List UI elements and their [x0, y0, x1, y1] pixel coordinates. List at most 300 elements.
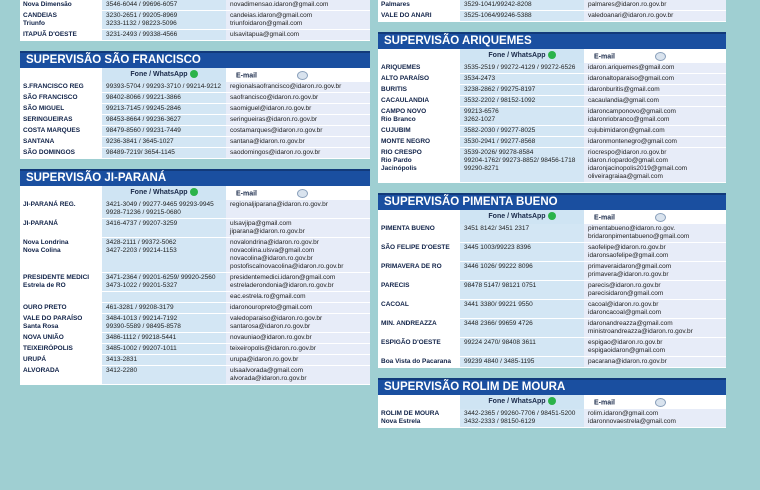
email-line: ministroandreazza@idaron.ro.gov.br [588, 328, 693, 335]
office-name-line: CACAULANDIA [381, 97, 430, 104]
email-line: idaron.ariquemes@gmail.com [588, 64, 675, 71]
column-headers [378, 49, 726, 63]
office-name-line [381, 233, 460, 241]
office-name [20, 11, 102, 29]
office-phone [102, 137, 226, 147]
phone-line [106, 375, 226, 383]
office-phone [460, 319, 584, 337]
email-icon [655, 52, 666, 61]
email-line: primavera@idaron.ro.gov.br [588, 271, 669, 278]
email-line: novauniao@idaron.ro.gov.br [230, 334, 312, 341]
phone-line: 99213-6576 [464, 108, 499, 115]
office-phone [460, 137, 584, 147]
supervision-section [20, 169, 370, 385]
office-email [584, 409, 726, 427]
office-phone [102, 200, 226, 218]
office-name-line: RIO CRESPO [381, 149, 422, 156]
phone-line [464, 290, 584, 298]
whatsapp-icon [190, 70, 198, 78]
table-row [20, 200, 370, 219]
office-email [584, 319, 726, 337]
whatsapp-icon [548, 212, 556, 220]
top-rows [20, 0, 370, 41]
office-name-line: BURITIS [381, 86, 407, 93]
section-title: SUPERVISÃO JI-PARANÁ [20, 169, 370, 186]
phone-line: 9928-71236 / 99215-0680 [106, 209, 181, 216]
office-name-line: Rio Pardo [381, 157, 412, 164]
email-line: estreladerondonia@idaron.ro.gov.br [230, 282, 334, 289]
table-row [20, 333, 370, 344]
email-line: saofrancisco@idaron.ro.gov.br [230, 94, 319, 101]
office-name-line: Triunfo [23, 20, 46, 27]
office-name [378, 96, 460, 106]
table-row [378, 74, 726, 85]
email-line: ulsaalvorada@gmail.com [230, 367, 304, 374]
supervision-section [378, 193, 726, 368]
office-name-line: NOVA UNIÃO [23, 334, 64, 341]
phone-line [464, 252, 584, 260]
phone-header-label: Fone / WhatsApp [130, 71, 188, 78]
office-name-line: PRESIDENTE MEDICI [23, 274, 90, 281]
table-row [20, 126, 370, 137]
phone-header-label: Fone / WhatsApp [488, 52, 546, 59]
email-line: idaronouropreto@gmail.com [230, 304, 313, 311]
office-phone [460, 262, 584, 280]
office-email [226, 333, 370, 343]
table-row [20, 366, 370, 385]
section-title: SUPERVISÃO PIMENTA BUENO [378, 193, 726, 210]
column-headers [378, 395, 726, 409]
table-row [20, 30, 370, 41]
office-name-line: Palmares [381, 1, 410, 8]
email-line [230, 209, 370, 217]
office-phone [460, 11, 584, 21]
email-line: valedoparaiso@idaron.ro.gov.br [230, 315, 323, 322]
office-email [584, 243, 726, 261]
office-name [20, 333, 102, 343]
email-line: idaronmontenegro@gmail.com [588, 138, 677, 145]
office-phone [102, 314, 226, 332]
office-email [584, 137, 726, 147]
column-headers [378, 210, 726, 224]
office-phone [102, 104, 226, 114]
email-line: parecisidaron@gmail.com [588, 290, 664, 297]
office-name [20, 355, 102, 365]
section-title: SUPERVISÃO ROLIM DE MOURA [378, 378, 726, 395]
phone-line: 461-3281 / 99208-3179 [106, 304, 174, 311]
phone-line: 3448 2366/ 99659 4726 [464, 320, 533, 327]
section-title: SUPERVISÃO SÃO FRANCISCO [20, 51, 370, 68]
office-name [378, 63, 460, 73]
office-name-line: Jacinópolis [381, 165, 417, 172]
office-email [226, 11, 370, 29]
office-name-line [381, 309, 460, 317]
email-line: postofiscalnovacolina@idaron.ro.gov.br [230, 263, 344, 270]
office-name-line: Nova Estrela [381, 418, 421, 425]
phone-line: 3535-2519 / 99272-4129 / 99272-6526 [464, 64, 576, 71]
office-name-line: Nova Dimensão [23, 1, 72, 8]
office-phone [460, 107, 584, 125]
email-line: idaronburitis@gmail.com [588, 86, 660, 93]
phone-line: 3432-2333 / 98150-6129 [464, 418, 536, 425]
supervision-section [20, 51, 370, 159]
phone-line [464, 271, 584, 279]
phone-line: 3446 1026/ 99222 8096 [464, 263, 533, 270]
phone-line: 98453-8664 / 99236-3627 [106, 116, 181, 123]
supervision-section [378, 32, 726, 183]
email-line: pacarana@idaron.ro.gov.br [588, 358, 667, 365]
office-phone [102, 292, 226, 302]
phone-line: 98478 5147/ 98121 0751 [464, 282, 537, 289]
email-line: regionalsaofrancisco@idaron.ro.gov.br [230, 83, 342, 90]
phone-line: 3421-3049 / 99277-9465 99293-9945 [106, 201, 214, 208]
office-phone [102, 30, 226, 40]
email-header-label: E-mail [594, 213, 616, 221]
phone-line: 3473-1022 / 99201-5327 [106, 282, 178, 289]
office-name [20, 30, 102, 40]
phone-line: 99290-8271 [464, 165, 499, 172]
office-email [584, 126, 726, 136]
office-name [20, 93, 102, 103]
phone-header-label: Fone / WhatsApp [488, 398, 546, 405]
office-email [226, 0, 370, 10]
phone-line: 99213-7145 / 99245-2846 [106, 105, 181, 112]
office-name-line [23, 263, 102, 271]
office-phone [460, 148, 584, 182]
office-email [226, 104, 370, 114]
supervision-section [378, 378, 726, 428]
phone-line [464, 309, 584, 317]
email-line: espigao@idaron.ro.gov.br [588, 339, 663, 346]
email-line: primaveraidaron@gmail.com [588, 263, 672, 270]
office-name-line: ESPIGÃO D'OESTE [381, 339, 441, 346]
section-gap [378, 22, 726, 32]
email-header-label: E-mail [594, 52, 616, 60]
office-email [584, 107, 726, 125]
table-row [378, 11, 726, 22]
office-name-line: SERINGUEIRAS [23, 116, 73, 123]
table-row [378, 0, 726, 11]
office-name [378, 224, 460, 242]
phone-line: 3485-1002 / 99207-1011 [106, 345, 177, 352]
table-row [378, 319, 726, 338]
table-row [378, 85, 726, 96]
table-row [20, 104, 370, 115]
table-row [20, 148, 370, 159]
office-phone [102, 219, 226, 237]
table-row [20, 0, 370, 11]
office-name-line: SÃO FRANCISCO [23, 94, 78, 101]
office-name-line: SÃO DOMINGOS [23, 149, 76, 156]
office-name [378, 300, 460, 318]
email-line: candeias.idaron@gmail.com [230, 12, 313, 19]
office-email [584, 96, 726, 106]
email-line: cujubimidaron@gmail.com [588, 127, 665, 134]
email-line: palmares@idaron.ro.gov.br [588, 1, 667, 8]
email-line: presidentemedici.idaron@gmail.com [230, 274, 336, 281]
table-row [20, 355, 370, 366]
office-email [584, 11, 726, 21]
phone-line [106, 263, 226, 271]
table-row [20, 273, 370, 292]
office-email [226, 303, 370, 313]
office-name [378, 74, 460, 84]
office-name-line: Estrela de RO [23, 282, 66, 289]
office-name [378, 357, 460, 367]
email-line: parecis@idaron.ro.gov.br [588, 282, 661, 289]
table-row [378, 107, 726, 126]
table-row [378, 300, 726, 319]
whatsapp-icon [548, 397, 556, 405]
top-rows [378, 0, 726, 22]
table-row [378, 126, 726, 137]
office-phone [102, 238, 226, 272]
office-name-line [381, 173, 460, 181]
table-row [378, 281, 726, 300]
office-phone [102, 0, 226, 10]
office-phone [460, 243, 584, 261]
phone-header-label: Fone / WhatsApp [488, 213, 546, 220]
table-row [378, 357, 726, 368]
email-line: jiparana@idaron.ro.gov.br [230, 228, 305, 235]
office-name-line [381, 328, 460, 336]
table-row [20, 219, 370, 238]
phone-line: 99224 2470/ 98408 3611 [464, 339, 536, 346]
phone-line: 3442-2365 / 99260-7706 / 98451-5200 [464, 410, 576, 417]
office-email [226, 115, 370, 125]
table-row [20, 93, 370, 104]
office-name-line: Santa Rosa [23, 323, 59, 330]
email-line: idaronjacinopolis2019@gmail.com [588, 165, 688, 172]
phone-line: 3486-1112 / 99218-5441 [106, 334, 177, 341]
office-phone [102, 303, 226, 313]
office-email [226, 30, 370, 40]
office-email [584, 148, 726, 182]
office-name-line: JI-PARANÁ REG. [23, 201, 76, 208]
office-name-line: MONTE NEGRO [381, 138, 431, 145]
phone-line: 3230-2651 / 99205-8969 [106, 12, 178, 19]
email-line: bridaronpimentabueno@gmail.com [588, 233, 690, 240]
table-row [20, 292, 370, 303]
phone-line: 98479-8560 / 99231-7449 [106, 127, 181, 134]
office-phone [460, 0, 584, 10]
office-name [20, 104, 102, 114]
office-name [378, 11, 460, 21]
office-name-line: PIMENTA BUENO [381, 225, 435, 232]
table-row [378, 148, 726, 183]
office-name [20, 0, 102, 10]
email-line: riocrespo@idaron.ro.gov.br [588, 149, 667, 156]
email-line: oliveiragraiaa@gmail.com [588, 173, 663, 180]
email-line: novadimensao.idaron@gmail.com [230, 1, 329, 8]
table-row [378, 63, 726, 74]
office-name [20, 344, 102, 354]
phone-line [106, 293, 226, 301]
office-email [226, 292, 370, 302]
phone-line: 3233-1132 / 98223-5096 [106, 20, 177, 27]
phone-line: 3231-2493 / 99338-4566 [106, 31, 178, 38]
email-line: costamarques@idaron.ro.gov.br [230, 127, 323, 134]
office-phone [102, 82, 226, 92]
phone-line: 9236-3841 / 3645-1027 [106, 138, 174, 145]
office-name [20, 137, 102, 147]
office-name-line: SÃO MIGUEL [23, 105, 65, 112]
phone-column-header [460, 210, 584, 224]
phone-line: 3546-6044 / 99696-6057 [106, 1, 178, 8]
email-line: teixeiropolis@idaron.ro.gov.br [230, 345, 316, 352]
office-name-line: ALVORADA [23, 367, 60, 374]
whatsapp-icon [548, 51, 556, 59]
office-name [378, 409, 460, 427]
office-name-line: ARIQUEMES [381, 64, 421, 71]
email-line: saofelipe@idaron.ro.gov.br [588, 244, 666, 251]
email-line: idaronriobranco@gmail.com [588, 116, 670, 123]
phone-line [464, 347, 584, 355]
phone-line: 3445 1003/99223 8396 [464, 244, 531, 251]
table-row [20, 82, 370, 93]
office-email [226, 126, 370, 136]
phone-line: 3262-1027 [464, 116, 496, 123]
office-name-line: VALE DO PARAÍSO [23, 315, 83, 322]
office-phone [102, 273, 226, 291]
email-line: idaroncacoal@gmail.com [588, 309, 662, 316]
office-email [584, 300, 726, 318]
table-row [20, 11, 370, 30]
office-phone [460, 126, 584, 136]
column-headers [20, 186, 370, 200]
email-line: novalondrina@idaron.ro.gov.br [230, 239, 319, 246]
email-header-label: E-mail [236, 189, 258, 197]
phone-line: 99390-5589 / 98495-8578 [106, 323, 181, 330]
office-name-line [381, 290, 460, 298]
office-name-line [23, 209, 102, 217]
table-row [378, 338, 726, 357]
office-email [226, 82, 370, 92]
phone-line: 99239 4840 / 3485-1195 [464, 358, 535, 365]
section-gap [378, 183, 726, 193]
email-column-header [584, 213, 726, 222]
phone-line: 3441 3380/ 99221 9550 [464, 301, 533, 308]
office-name-line: SÃO FELIPE D'OESTE [381, 244, 450, 251]
phone-line: 99204-1762/ 99273-8852/ 98456-1718 [464, 157, 576, 164]
office-email [584, 0, 726, 10]
phone-line: 3451 8142/ 3451 2317 [464, 225, 530, 232]
email-icon [655, 213, 666, 222]
whatsapp-icon [190, 188, 198, 196]
table-row [20, 344, 370, 355]
email-line: novacolina.ulsva@gmail.com [230, 247, 315, 254]
phone-line: 3238-2862 / 99275-8197 [464, 86, 536, 93]
email-line: saodomingos@idaron.ro.gov.br [230, 149, 321, 156]
office-name-line [381, 347, 460, 355]
office-name [378, 281, 460, 299]
email-line: cacoal@idaron.ro.gov.br [588, 301, 659, 308]
email-column-header [226, 71, 370, 80]
office-phone [102, 11, 226, 29]
office-name-line: ALTO PARAÍSO [381, 75, 430, 82]
office-name [378, 338, 460, 356]
table-row [20, 137, 370, 148]
phone-line: 3539-2026/ 99278-8584 [464, 149, 534, 156]
office-email [226, 273, 370, 291]
office-email [226, 93, 370, 103]
office-name-line [381, 252, 460, 260]
email-line: regionaljiparana@idaron.ro.gov.br [230, 201, 328, 208]
office-name [20, 314, 102, 332]
phone-line: 3530-2941 / 99277-8568 [464, 138, 536, 145]
phone-column-header [102, 186, 226, 200]
left-column [20, 0, 370, 385]
email-line: alvorada@idaron.ro.gov.br [230, 375, 307, 382]
office-name [378, 107, 460, 125]
email-line: santana@idaron.ro.gov.br [230, 138, 305, 145]
office-name [378, 262, 460, 280]
office-name-line: URUPÁ [23, 356, 47, 363]
office-name [20, 126, 102, 136]
office-name [20, 292, 102, 302]
office-name-line: VALE DO ANARI [381, 12, 432, 19]
email-header-label: E-mail [594, 398, 616, 406]
office-email [584, 85, 726, 95]
phone-line [464, 328, 584, 336]
section-gap [378, 368, 726, 378]
office-email [226, 238, 370, 272]
section-gap [20, 41, 370, 51]
email-line: eac.estrela.ro@gmail.com [230, 293, 306, 300]
office-name [378, 85, 460, 95]
office-phone [460, 300, 584, 318]
phone-line [464, 233, 584, 241]
office-phone [460, 96, 584, 106]
office-name-line: S.FRANCISCO REG [23, 83, 84, 90]
office-name-line: TEIXEIRÓPOLIS [23, 345, 73, 352]
table-row [378, 137, 726, 148]
office-name-line: OURO PRETO [23, 304, 67, 311]
phone-line: 3471-2364 / 99201-6259/ 99920-2560 [106, 274, 216, 281]
office-phone [460, 224, 584, 242]
table-row [378, 96, 726, 107]
office-name [20, 219, 102, 237]
office-phone [460, 85, 584, 95]
phone-line: 3534-2473 [464, 75, 496, 82]
office-email [226, 200, 370, 218]
table-row [20, 115, 370, 126]
office-name [20, 200, 102, 218]
table-row [378, 262, 726, 281]
email-column-header [226, 189, 370, 198]
email-line: santarosa@idaron.ro.gov.br [230, 323, 311, 330]
phone-column-header [460, 49, 584, 63]
table-row [20, 303, 370, 314]
phone-column-header [460, 395, 584, 409]
phone-line: 3427-2203 / 99214-1153 [106, 247, 177, 254]
office-name [378, 319, 460, 337]
email-line: urupa@idaron.ro.gov.br [230, 356, 299, 363]
office-email [226, 366, 370, 384]
office-phone [102, 366, 226, 384]
email-line: idaronaltoparaiso@gmail.com [588, 75, 675, 82]
office-phone [460, 357, 584, 367]
email-line: saomiguel@idaron.ro.gov.br [230, 105, 312, 112]
office-email [584, 357, 726, 367]
office-name [378, 148, 460, 182]
phone-header-label: Fone / WhatsApp [130, 189, 188, 196]
email-line: valedoanari@idaron.ro.gov.br [588, 12, 674, 19]
office-name-line: SANTANA [23, 138, 55, 145]
phone-line: 3484-1013 / 99214-7192 [106, 315, 178, 322]
office-phone [460, 281, 584, 299]
office-phone [102, 355, 226, 365]
